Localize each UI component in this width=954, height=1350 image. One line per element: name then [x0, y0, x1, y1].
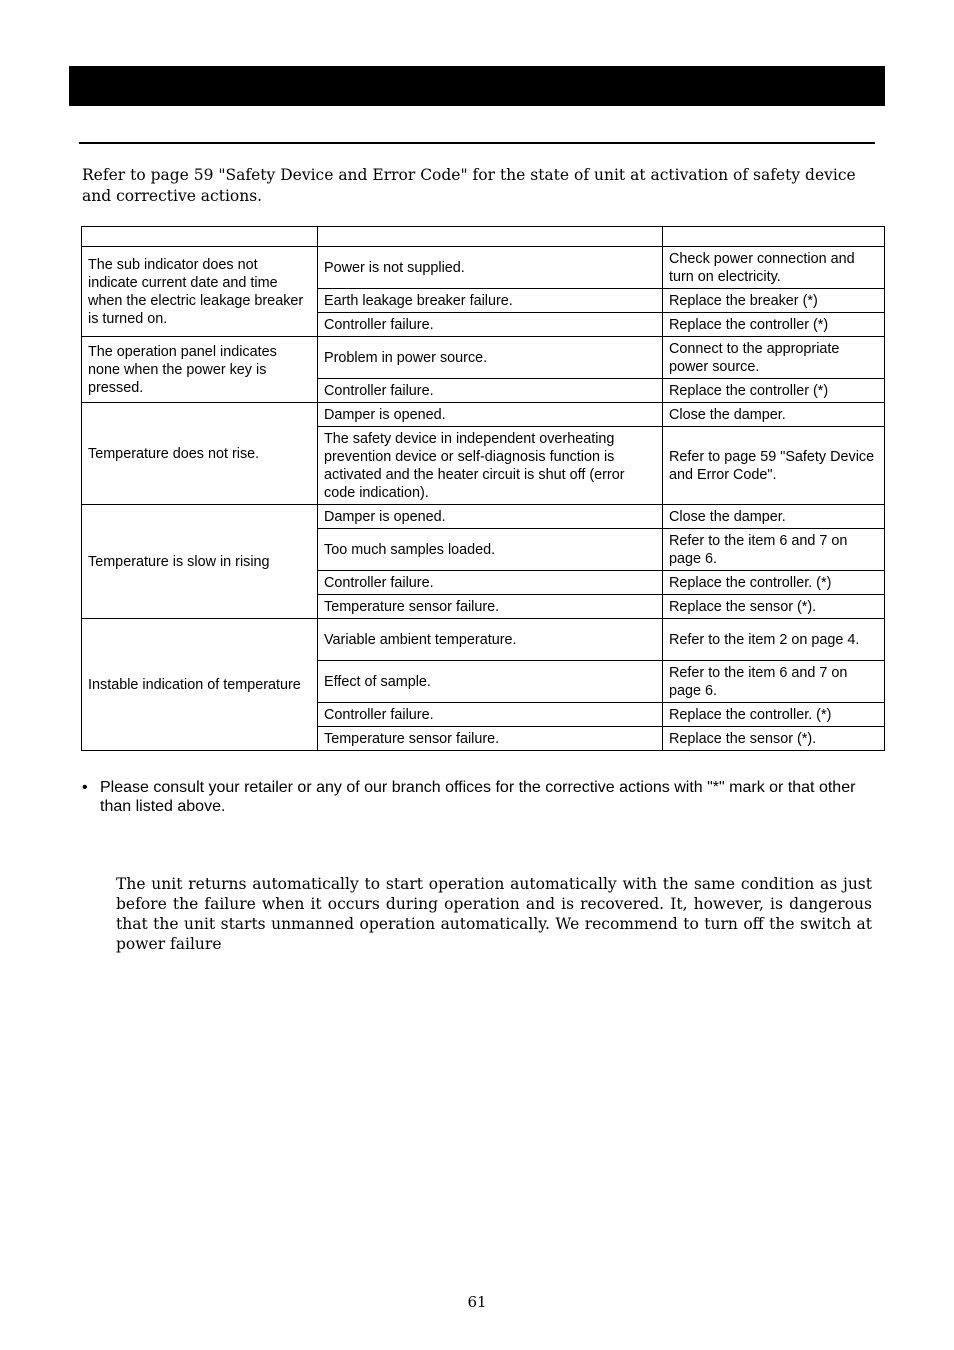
cause-cell: The safety device in independent overheating prevention device or self-diagnosis function is activated and the heater circuit is shut off (error code indication). — [318, 427, 663, 505]
action-cell: Refer to the item 6 and 7 on page 6. — [663, 661, 885, 703]
table-row — [82, 247, 885, 289]
action-cell: Connect to the appropriate power source. — [663, 337, 885, 379]
symptom-cell: The operation panel indicates none when the power key is pressed. — [82, 337, 318, 403]
cause-cell: Controller failure. — [318, 313, 663, 337]
action-cell: Check power connection and turn on electricity. — [663, 247, 885, 289]
consult-note-text: Please consult your retailer or any of our branch offices for the corrective actions with "*" mark or that other than listed above. — [100, 779, 856, 815]
table-row — [82, 619, 885, 661]
power-failure-paragraph: The unit returns automatically to start operation automatically with the same condition as just before the failure when it occurs during operation and is recovered. It, however, is dangerous that the unit starts unmanned operation automatically. We recommend to turn off the switch at power failure — [116, 875, 872, 953]
symptom-cell: Temperature is slow in rising — [82, 505, 318, 619]
intro-text: Refer to page 59 "Safety Device and Error Code" for the state of unit at activation of safety device and corrective actions. — [82, 166, 856, 205]
cause-cell: Controller failure. — [318, 379, 663, 403]
cause-cell: Controller failure. — [318, 703, 663, 727]
action-cell: Replace the controller (*) — [663, 379, 885, 403]
cause-cell: Variable ambient temperature. — [318, 619, 663, 661]
cause-cell: Controller failure. — [318, 571, 663, 595]
action-cell: Refer to the item 2 on page 4. — [663, 619, 885, 661]
cause-cell: Temperature sensor failure. — [318, 727, 663, 751]
header-symptom — [82, 227, 318, 247]
cause-cell: Effect of sample. — [318, 661, 663, 703]
section-title-bar — [69, 66, 885, 106]
action-cell: Refer to page 59 "Safety Device and Error Code". — [663, 427, 885, 505]
symptom-cell: Instable indication of temperature — [82, 619, 318, 751]
table-row — [82, 403, 885, 427]
action-cell: Replace the sensor (*). — [663, 595, 885, 619]
action-cell: Replace the controller (*) — [663, 313, 885, 337]
consult-note — [82, 778, 872, 816]
symptom-cell: The sub indicator does not indicate current date and time when the electric leakage breaker is turned on. — [82, 247, 318, 337]
action-cell: Refer to the item 6 and 7 on page 6. — [663, 529, 885, 571]
action-cell: Replace the controller. (*) — [663, 571, 885, 595]
page-number: 61 — [467, 1293, 487, 1311]
troubleshooting-table — [81, 226, 885, 751]
cause-cell: Temperature sensor failure. — [318, 595, 663, 619]
action-cell: Replace the controller. (*) — [663, 703, 885, 727]
heading-rule — [79, 142, 875, 144]
action-cell: Close the damper. — [663, 403, 885, 427]
action-cell: Close the damper. — [663, 505, 885, 529]
cause-cell: Power is not supplied. — [318, 247, 663, 289]
table-row — [82, 337, 885, 379]
cause-cell: Damper is opened. — [318, 505, 663, 529]
table-row — [82, 505, 885, 529]
cause-cell: Damper is opened. — [318, 403, 663, 427]
cause-cell: Problem in power source. — [318, 337, 663, 379]
bullet-icon: • — [82, 779, 88, 796]
header-action — [663, 227, 885, 247]
table-header-row — [82, 227, 885, 247]
header-cause — [318, 227, 663, 247]
symptom-cell: Temperature does not rise. — [82, 403, 318, 505]
action-cell: Replace the sensor (*). — [663, 727, 885, 751]
action-cell: Replace the breaker (*) — [663, 289, 885, 313]
cause-cell: Too much samples loaded. — [318, 529, 663, 571]
cause-cell: Earth leakage breaker failure. — [318, 289, 663, 313]
